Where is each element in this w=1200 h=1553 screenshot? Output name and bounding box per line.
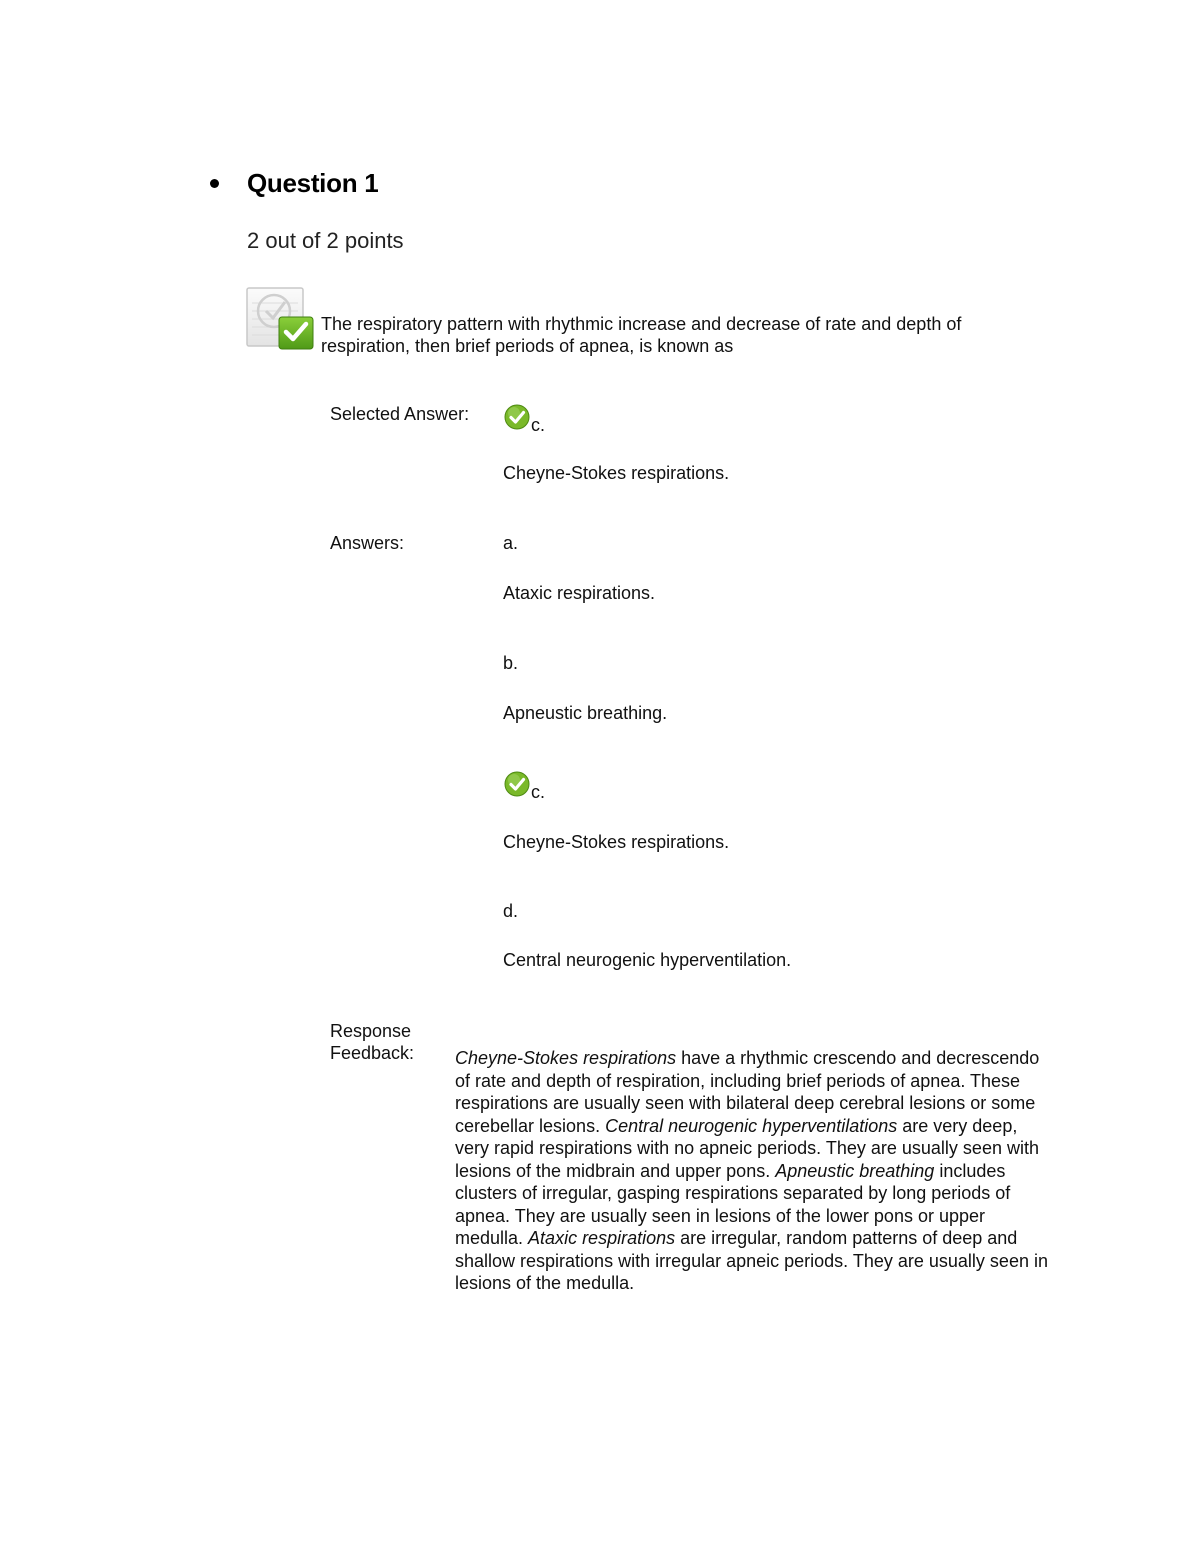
selected-answer-label: Selected Answer: [330,404,470,424]
response-feedback-text: Cheyne-Stokes respirations have a rhythmic crescendo and decrescendo of rate and depth of respiration, including brief periods of apnea. These respirations are usually seen with bilateral deep cerebral lesions or some cerebellar lesions. Central neurogenic hyperventilations are very deep, very rapid respirations with no apneic periods. They are usually seen with lesions of the midbrain and upper pons. Apneustic breathing includes clusters of irregular, gasping respirations separated by long periods of apnea. They are usually seen in lesions of the lower pons or upper medulla. Ataxic respirations are irregular, random patterns of deep and shallow respirations with irregular apneic periods. They are usually seen in lesions of the medulla. [455,1048,1048,1293]
answer-option-letter: b. [503,653,519,673]
question-points: 2 out of 2 points [247,228,404,253]
answer-option-letter: c. [531,782,546,802]
check-icon [504,771,530,797]
answer-option-letter: d. [503,901,519,921]
response-feedback-label: Response Feedback: [330,1021,415,1063]
list-bullet [210,179,219,188]
answer-option-text: Apneustic breathing. [503,703,668,723]
correct-document-icon [246,285,314,351]
question-title: Question 1 [247,168,379,198]
answer-option-text: Central neurogenic hyperventilation. [503,950,792,970]
check-icon [504,404,530,430]
answer-option-text: Ataxic respirations. [503,583,656,603]
selected-answer-letter: c. [531,415,546,435]
selected-answer-text: Cheyne-Stokes respirations. [503,463,730,483]
answer-option-letter: a. [503,533,519,553]
answer-option-text: Cheyne-Stokes respirations. [503,832,730,852]
answers-label: Answers: [330,533,405,553]
question-text: The respiratory pattern with rhythmic increase and decrease of rate and depth of respiration, then brief periods of apnea, is known as [321,314,962,356]
